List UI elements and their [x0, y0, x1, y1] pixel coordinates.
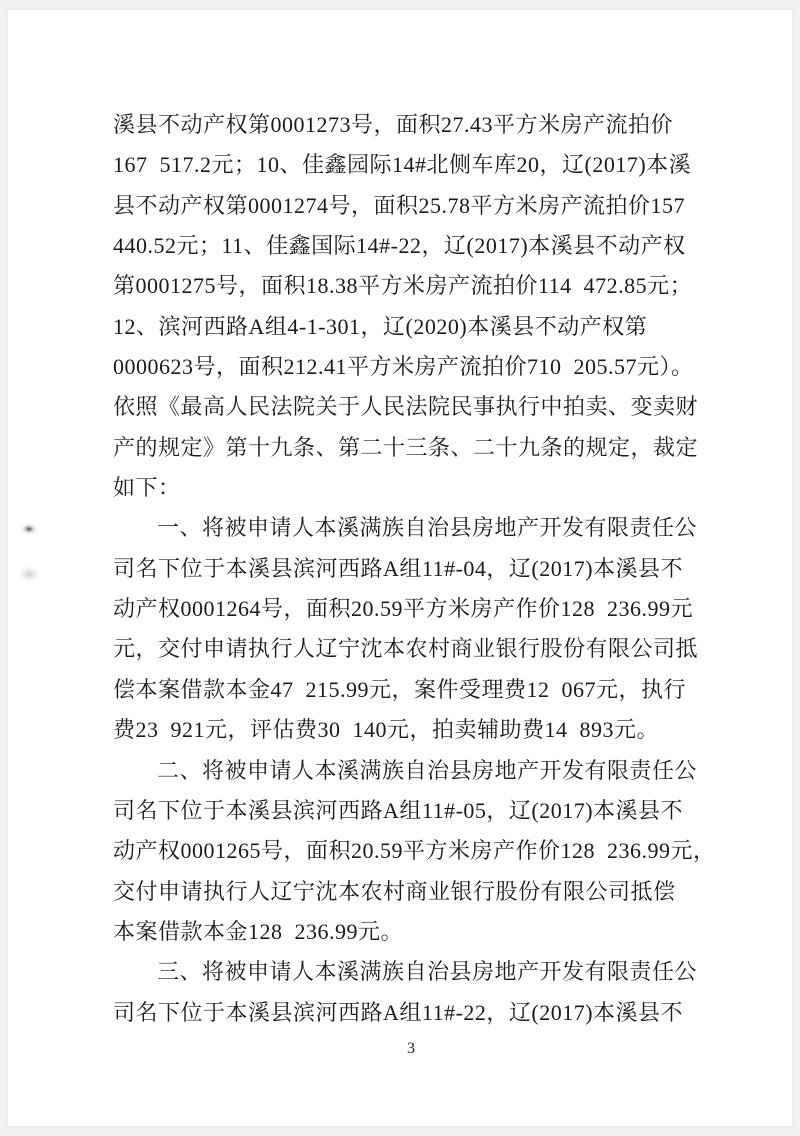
- document-line: 产的规定》第十九条、第二十三条、二十九条的规定，裁定: [113, 434, 699, 460]
- document-line: 依照《最高人民法院关于人民法院民事执行中拍卖、变卖财: [113, 394, 699, 420]
- document-line: 动产权0001265号，面积20.59平方米房产作价128 236.99元，: [113, 838, 716, 864]
- document-line: 司名下位于本溪县滨河西路A组11#-04，辽(2017)本溪县不: [113, 555, 684, 581]
- document-line: 440.52元；11、佳鑫国际14#-22，辽(2017)本溪县不动产权: [113, 233, 686, 259]
- document-line: 动产权0001264号，面积20.59平方米房产作价128 236.99元: [113, 596, 694, 622]
- document-line: 费23 921元，评估费30 140元，拍卖辅助费14 893元。: [113, 717, 660, 743]
- document-line: 偿本案借款本金47 215.99元，案件受理费12 067元，执行: [113, 676, 687, 702]
- scan-artifact: [18, 566, 40, 582]
- document-line: 本案借款本金128 236.99元。: [113, 918, 404, 944]
- document-line: 元，交付申请执行人辽宁沈本农村商业银行股份有限公司抵: [113, 636, 699, 662]
- document-line: 0000623号，面积212.41平方米房产流拍价710 205.57元）。: [113, 354, 694, 380]
- page-number: 3: [407, 1040, 415, 1057]
- scan-artifact: [20, 523, 38, 535]
- document-line: 溪县不动产权第0001273号，面积27.43平方米房产流拍价: [113, 112, 674, 137]
- document-line: 如下：: [113, 475, 181, 501]
- document-line: 司名下位于本溪县滨河西路A组11#-22，辽(2017)本溪县不: [113, 999, 684, 1025]
- document-page: [8, 10, 792, 1126]
- document-body: [113, 105, 716, 1033]
- document-line: 第0001275号，面积18.38平方米房产流拍价114 472.85元；: [113, 273, 693, 299]
- document-line: 167 517.2元；10、佳鑫园际14#北侧车库20，辽(2017)本溪: [113, 152, 692, 178]
- document-line: 三、将被申请人本溪满族自治县房地产开发有限责任公: [157, 959, 698, 985]
- document-line: 12、滨河西路A组4-1-301，辽(2020)本溪县不动产权第: [113, 313, 648, 339]
- document-line: 一、将被申请人本溪满族自治县房地产开发有限责任公: [157, 515, 698, 541]
- document-line: 司名下位于本溪县滨河西路A组11#-05，辽(2017)本溪县不: [113, 797, 684, 823]
- document-line: 县不动产权第0001274号，面积25.78平方米房产流拍价157: [113, 192, 686, 218]
- document-line: 交付申请执行人辽宁沈本农村商业银行股份有限公司抵偿: [113, 878, 676, 904]
- document-line: 二、将被申请人本溪满族自治县房地产开发有限责任公: [157, 757, 698, 783]
